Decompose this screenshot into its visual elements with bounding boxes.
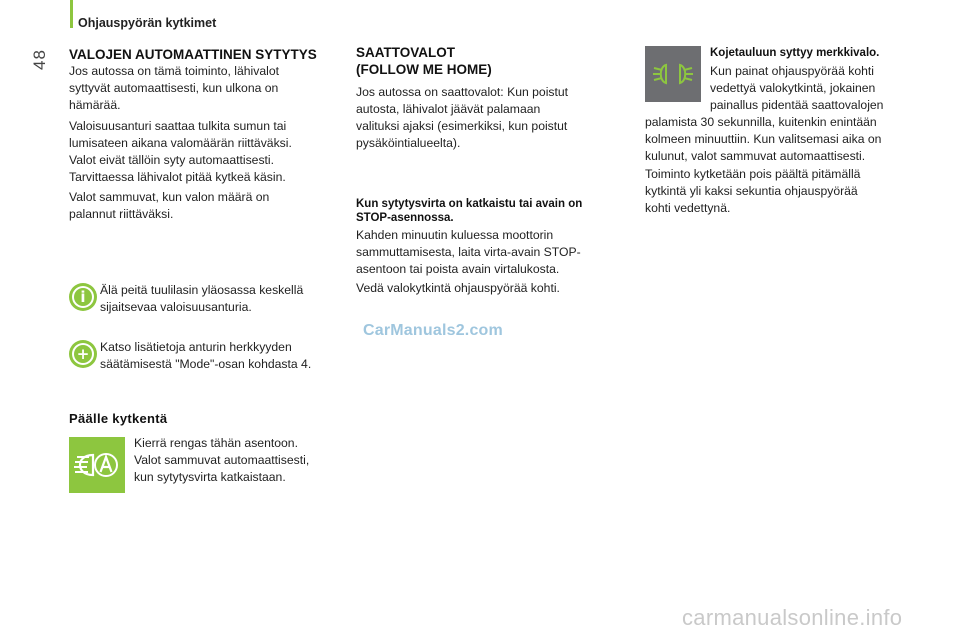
auto-lights-para1: Jos autossa on tämä toiminto, lähivalot syttyvät automaattisesti, kun ulkona on hämärää.: [69, 64, 280, 112]
follow-me-home-subheading: Kun sytytysvirta on katkaistu tai avain on STOP-asennossa.: [356, 198, 583, 224]
plus-note-text: Katso lisätietoja anturin herkkyyden säätämisestä "Mode"-osan kohdasta 4.: [100, 340, 312, 371]
section-heading-follow-me-home: SAATTOVALOT (FOLLOW ME HOME): [356, 45, 492, 77]
auto-lights-para2: Valoisuusanturi saattaa tulkita sumun tai lumisateen aikana valomäärän riittäväksi. Valot eivät tällöin syty automaattisesti. Tarvittaessa lähivalot pitää kytkeä käsin.: [69, 119, 292, 184]
indicator-para2: Toiminto kytketään pois päältä pitämällä kytkintä yli kaksi sekuntia ohjauspyörää kohti vedettynä.: [645, 167, 861, 215]
section-heading-auto-lights: VALOJEN AUTOMAATTINEN SYTYTYS: [69, 47, 317, 62]
page-number: 48: [30, 49, 49, 70]
auto-lights-para3: Valot sammuvat, kun valon määrä on palannut riittäväksi.: [69, 190, 270, 221]
switch-on-heading: Päälle kytkentä: [69, 411, 168, 426]
watermark-bottom[interactable]: carmanualsonline.info: [682, 605, 903, 630]
switch-on-text: Kierrä rengas tähän asentoon. Valot sammuvat automaattisesti, kun sytytysvirta katkaistaan.: [134, 436, 310, 484]
info-icon: i: [69, 283, 97, 311]
follow-me-home-para3: Vedä valokytkintä ohjauspyörää kohti.: [356, 281, 560, 295]
headlamp-indicator-icon: [645, 46, 701, 102]
follow-me-home-para2: Kahden minuutin kuluessa moottorin sammuttamisesta, laita virta-avain STOP- asentoon tai poista avain virtalukosta.: [356, 228, 581, 276]
auto-headlamp-icon: [69, 437, 125, 493]
info-note-text: Älä peitä tuulilasin yläosassa keskellä sijaitsevaa valoisuusanturia.: [100, 283, 304, 314]
plus-icon: +: [69, 340, 97, 368]
page-header-title: Ohjauspyörän kytkimet: [78, 16, 217, 30]
follow-me-home-para1: Jos autossa on saattovalot: Kun poistut autosta, lähivalot jäävät palamaan valituksi ajaksi (esimerkiksi, kun poistut pysäköintialueelta).: [356, 85, 569, 150]
indicator-heading: Kojetauluun syttyy merkkivalo.: [710, 47, 880, 59]
indicator-para1-full: palamista 30 sekunnilla, kuitenkin enintään kolmeen minuuttiin. Kun valitsemasi aika on kulunut, valot sammuvat automaattisesti.: [645, 115, 882, 163]
indicator-para1-short: Kun painat ohjauspyörää kohti vedettyä valokytkintä, jokainen painallus pidentää saattovalojen: [710, 64, 884, 112]
watermark-center[interactable]: CarManuals2.com: [363, 322, 503, 339]
header-accent-bar: [70, 0, 73, 28]
